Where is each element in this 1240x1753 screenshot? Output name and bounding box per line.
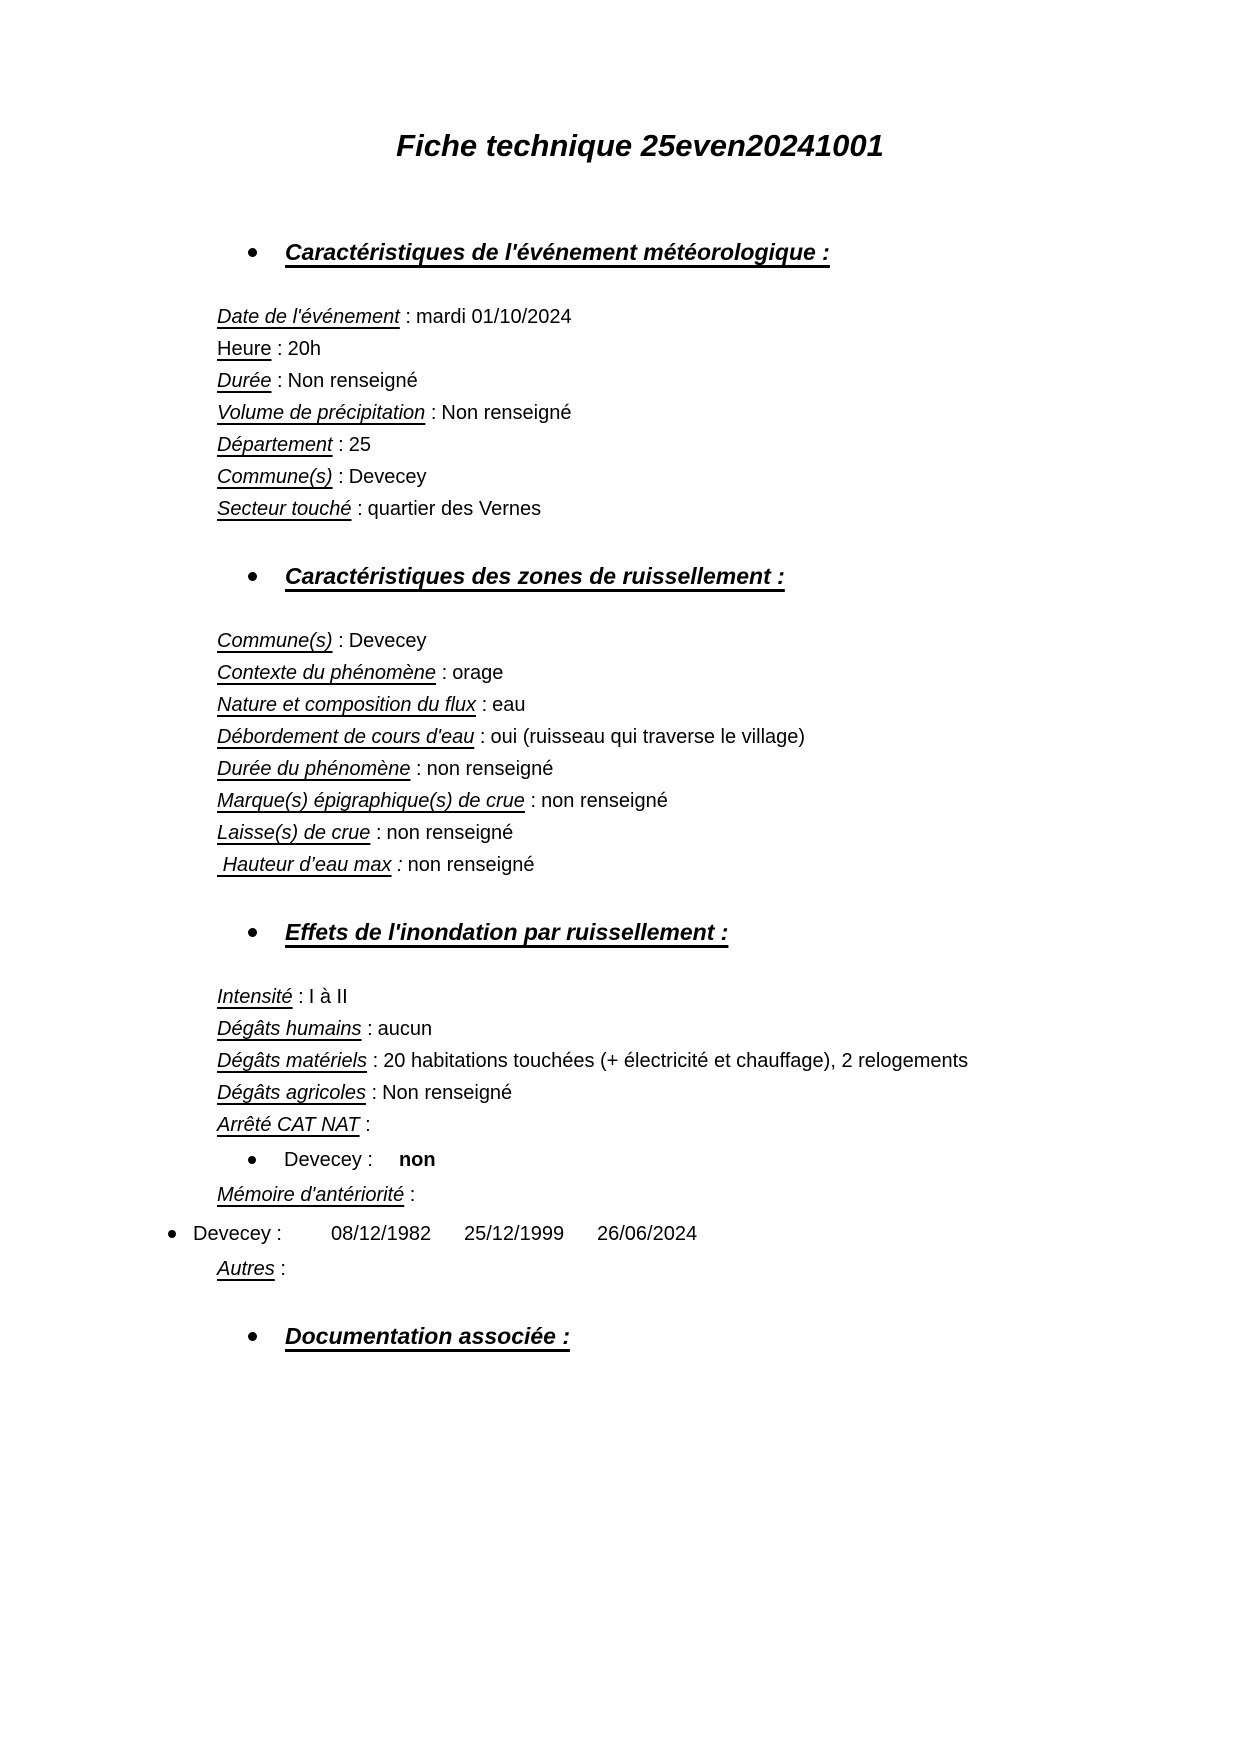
date-value: 25/12/1999 — [464, 1223, 565, 1245]
field-value: Non renseigné — [382, 1082, 513, 1104]
field-row — [217, 402, 1240, 424]
field-value: non renseigné — [407, 854, 535, 876]
field-row — [217, 854, 1240, 876]
field-colon: : — [365, 1082, 378, 1104]
field-colon: : — [524, 790, 537, 812]
field-value: I à II — [308, 986, 348, 1008]
field-row — [217, 306, 1240, 328]
field-label: Secteur touché — [217, 498, 352, 520]
field-value: non renseigné — [426, 758, 554, 780]
field-value: mardi 01/10/2024 — [415, 306, 572, 328]
section — [0, 238, 1240, 520]
field-row — [217, 434, 1240, 456]
section-heading — [248, 918, 1240, 946]
bullet-text: Devecey : — [193, 1223, 282, 1245]
field-value: non renseigné — [541, 790, 668, 812]
field-colon: : — [391, 854, 403, 876]
field-value: Non renseigné — [441, 402, 572, 424]
field-colon: : — [292, 986, 304, 1008]
section-heading — [248, 238, 1240, 266]
bullet-icon — [248, 1332, 257, 1341]
list-bullet-row — [168, 1223, 1240, 1245]
field-row — [217, 726, 1240, 748]
bullet-icon — [248, 248, 257, 257]
field-row — [217, 758, 1240, 780]
field-label: Dégâts agricoles — [217, 1082, 366, 1104]
field-colon: : — [351, 498, 363, 520]
field-row — [217, 338, 1240, 360]
section-heading-label: Documentation associée : — [285, 1323, 571, 1349]
bullet-icon — [248, 572, 257, 581]
field-value: non renseigné — [386, 822, 514, 844]
field-colon: : — [436, 662, 448, 684]
field-label: Laisse(s) de crue — [217, 822, 371, 844]
field-value: orage — [452, 662, 504, 684]
field-row — [217, 370, 1240, 392]
field-row — [217, 1018, 1240, 1040]
field-label: Commune(s) — [217, 630, 333, 652]
field-colon: : — [474, 726, 486, 748]
bullet-icon — [248, 1156, 256, 1164]
section-heading — [248, 1322, 1240, 1350]
section-heading-label: Caractéristiques de l'événement météorologique : — [285, 239, 830, 265]
field-colon: : — [476, 694, 488, 716]
section — [0, 918, 1240, 1280]
field-row — [217, 694, 1240, 716]
field-label: Date de l'événement — [217, 306, 400, 328]
field-list — [193, 986, 1240, 1280]
date-value: 26/06/2024 — [597, 1223, 698, 1245]
section-heading — [248, 562, 1240, 590]
field-colon: : — [332, 466, 344, 488]
field-value: 25 — [348, 434, 371, 456]
field-colon: : — [425, 402, 437, 424]
field-row — [217, 822, 1240, 844]
field-value: Devecey — [348, 630, 427, 652]
field-value: eau — [492, 694, 526, 716]
field-list — [217, 306, 1240, 520]
field-value: 20 habitations touchées (+ électricité et chauffage), 2 relogements — [383, 1050, 969, 1072]
field-label: Durée du phénomène — [217, 758, 411, 780]
field-label: Autres — [217, 1258, 275, 1280]
field-row — [217, 1184, 1240, 1206]
field-colon: : — [271, 338, 283, 360]
field-colon: : — [410, 758, 422, 780]
field-colon: : — [332, 434, 344, 456]
section — [0, 1322, 1240, 1350]
field-label: Mémoire d'antériorité — [217, 1184, 405, 1206]
field-label: Volume de précipitation — [217, 402, 426, 424]
field-colon: : — [274, 1258, 286, 1280]
field-colon: : — [370, 822, 382, 844]
field-value: oui (ruisseau qui traverse le village) — [490, 726, 806, 748]
field-label: Arrêté CAT NAT — [217, 1114, 360, 1136]
field-value: quartier des Vernes — [367, 498, 542, 520]
field-colon: : — [359, 1114, 371, 1136]
section-heading-label: Effets de l'inondation par ruissellement : — [285, 919, 729, 945]
field-row — [217, 790, 1240, 812]
field-label: Durée — [217, 370, 272, 392]
field-colon: : — [399, 306, 411, 328]
field-row — [217, 1082, 1240, 1104]
field-row — [217, 986, 1240, 1008]
field-label: Nature et composition du flux — [217, 694, 477, 716]
field-colon: : — [404, 1184, 416, 1206]
field-row — [217, 1050, 1240, 1072]
field-row — [217, 466, 1240, 488]
field-label: Dégâts matériels — [217, 1050, 368, 1072]
field-row — [217, 498, 1240, 520]
field-label: Contexte du phénomène — [217, 662, 437, 684]
field-label: Heure — [217, 338, 272, 360]
section — [0, 562, 1240, 876]
list-bullet-row — [248, 1149, 1240, 1171]
field-row — [217, 630, 1240, 652]
field-list — [217, 630, 1240, 876]
field-label: Intensité — [217, 986, 293, 1008]
field-value: aucun — [377, 1018, 433, 1040]
field-colon: : — [332, 630, 344, 652]
field-label: Département — [217, 434, 333, 456]
field-value: 20h — [287, 338, 321, 360]
field-colon: : — [367, 1050, 379, 1072]
field-colon: : — [271, 370, 283, 392]
section-heading-label: Caractéristiques des zones de ruissellement : — [285, 563, 785, 589]
bullet-text: Devecey : — [284, 1149, 373, 1171]
field-label: Dégâts humains — [217, 1018, 362, 1040]
bold-value: non — [398, 1149, 436, 1171]
page-title: Fiche technique 25even20241001 — [396, 128, 884, 163]
document-body — [0, 238, 1240, 1350]
field-row — [217, 1114, 1240, 1136]
bullet-icon — [168, 1230, 176, 1238]
field-label: Hauteur d’eau max — [217, 854, 392, 876]
field-value: Non renseigné — [287, 370, 418, 392]
field-label: Débordement de cours d'eau — [217, 726, 475, 748]
field-value: Devecey — [348, 466, 427, 488]
field-label: Commune(s) — [217, 466, 333, 488]
field-row — [217, 1258, 1240, 1280]
field-label: Marque(s) épigraphique(s) de crue — [217, 790, 525, 812]
field-row — [217, 662, 1240, 684]
field-colon: : — [361, 1018, 373, 1040]
date-value: 08/12/1982 — [331, 1223, 432, 1245]
bullet-icon — [248, 928, 257, 937]
